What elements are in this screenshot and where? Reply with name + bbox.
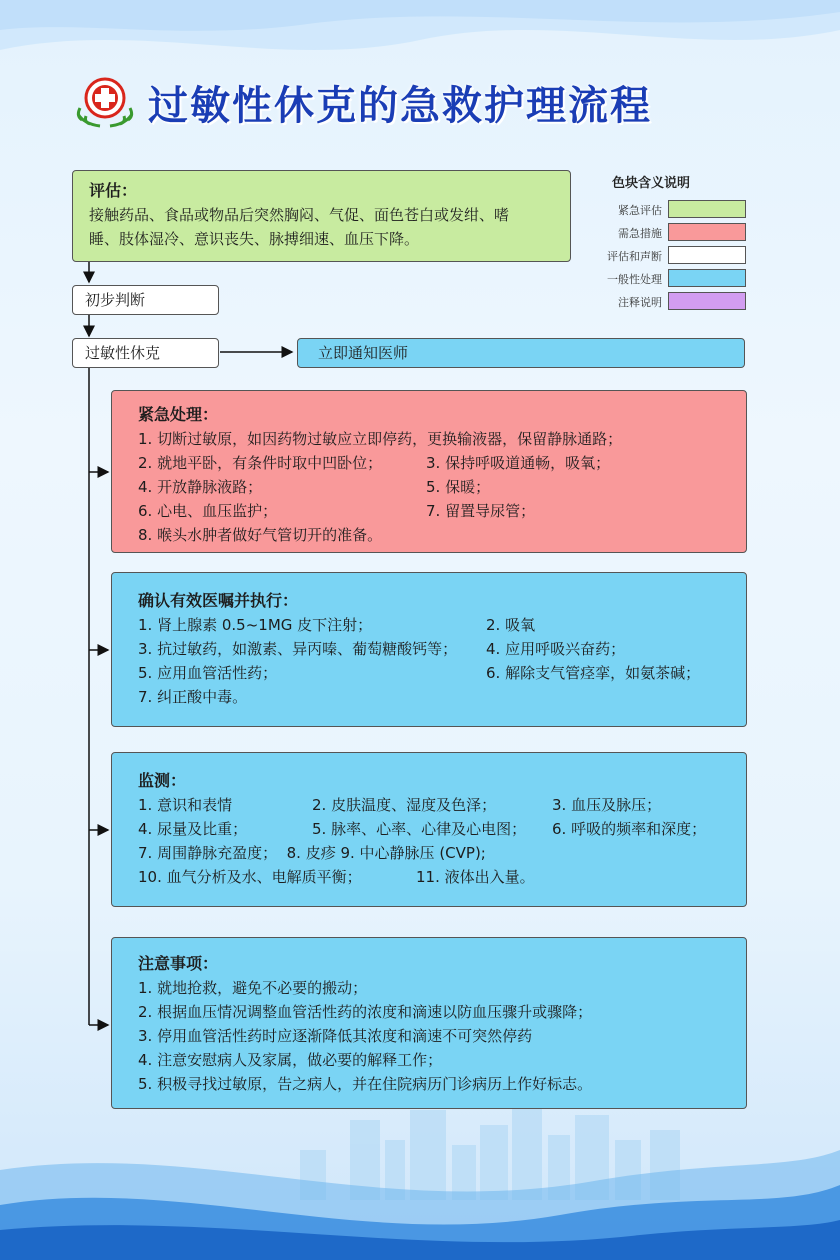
emergency-row xyxy=(138,499,746,523)
orders-item: 3. 抗过敏药，如激素、异丙嗪、葡萄糖酸钙等； xyxy=(138,640,458,658)
monitor-item: 10. 血气分析及水、电解质平衡； xyxy=(138,868,362,886)
monitor-item: 2. 皮肤温度、湿度及色泽； xyxy=(312,796,497,814)
legend-item xyxy=(596,200,748,220)
legend-title: 色块含义说明 xyxy=(612,176,691,191)
monitor-heading: 监测： xyxy=(138,771,187,790)
orders-item: 7. 纠正酸中毒。 xyxy=(138,688,248,706)
emergency-item: 1. 切断过敏原，如因药物过敏应立即停药，更换输液器，保留静脉通路； xyxy=(138,430,623,448)
legend-swatch xyxy=(668,246,746,264)
emergency-item: 3. 保持呼吸道通畅，吸氧； xyxy=(426,454,611,472)
legend-label: 紧急评估 xyxy=(618,204,662,217)
legend-label: 注释说明 xyxy=(618,296,662,309)
emergency-item: 8. 喉头水肿者做好气管切开的准备。 xyxy=(138,526,383,544)
monitoring-box xyxy=(111,752,747,907)
emergency-row xyxy=(138,475,746,499)
monitor-item: 3. 血压及脉压； xyxy=(552,796,662,814)
anaphylactic-shock-label: 过敏性休克 xyxy=(85,344,161,362)
notify-doctor-label: 立即通知医师 xyxy=(318,344,409,362)
emergency-item: 6. 心电、血压监护； xyxy=(138,502,278,520)
legend-label: 评估和声断 xyxy=(607,250,662,263)
monitor-item: 1. 意识和表情 xyxy=(138,796,233,814)
assessment-heading: 评估： xyxy=(89,181,138,200)
anaphylactic-shock-box xyxy=(72,338,219,368)
orders-row xyxy=(138,613,746,637)
legend-item xyxy=(596,269,748,289)
emergency-item: 7. 留置导尿管； xyxy=(426,502,536,520)
page-title: 过敏性休克的急救护理流程 xyxy=(148,83,652,129)
legend-swatch xyxy=(668,269,746,287)
monitor-item: 5. 脉率、心率、心律及心电图； xyxy=(312,820,527,838)
preliminary-judgement-box xyxy=(72,285,219,315)
legend-item xyxy=(596,223,748,243)
orders-row xyxy=(138,637,746,661)
emergency-item: 4. 开放静脉液路； xyxy=(138,478,263,496)
legend-label: 一般性处理 xyxy=(607,273,662,286)
legend-item xyxy=(596,292,748,312)
emergency-item: 2. 就地平卧，有条件时取中凹卧位； xyxy=(138,454,383,472)
medical-orders-box xyxy=(111,572,747,727)
monitor-item: 6. 呼吸的频率和深度； xyxy=(552,820,707,838)
notes-item: 1. 就地抢救，避免不必要的搬动； xyxy=(138,979,368,997)
notes-heading: 注意事项： xyxy=(138,954,219,973)
legend-swatch xyxy=(668,292,746,310)
emergency-heading: 紧急处理： xyxy=(138,405,219,424)
assessment-line: 睡、肢体湿冷、意识丧失、脉搏细速、血压下降。 xyxy=(89,230,420,248)
monitor-item: 11. 液体出入量。 xyxy=(416,868,535,886)
preliminary-judgement-label: 初步判断 xyxy=(85,291,146,309)
monitor-item: 7. 周围静脉充盈度； 8. 皮疹 9. 中心静脉压 (CVP); xyxy=(138,844,486,862)
monitor-item: 4. 尿量及比重； xyxy=(138,820,248,838)
emergency-row xyxy=(138,451,746,475)
assessment-box xyxy=(72,170,571,262)
legend-label: 需急措施 xyxy=(618,227,662,240)
orders-row xyxy=(138,661,746,685)
orders-heading: 确认有效医嘱并执行： xyxy=(138,591,299,610)
notify-doctor-box xyxy=(297,338,745,368)
legend-item xyxy=(596,246,748,266)
notes-item: 5. 积极寻找过敏原，告之病人，并在住院病历门诊病历上作好标志。 xyxy=(138,1075,593,1093)
emergency-treatment-box xyxy=(111,390,747,553)
monitor-row xyxy=(138,793,746,817)
legend-swatch xyxy=(668,200,746,218)
orders-item: 6. 解除支气管痉挛，如氨茶碱； xyxy=(486,664,701,682)
emergency-item: 5. 保暖； xyxy=(426,478,491,496)
orders-item: 5. 应用血管活性药； xyxy=(138,664,278,682)
precautions-box xyxy=(111,937,747,1109)
orders-item: 1. 肾上腺素 0.5~1MG 皮下注射； xyxy=(138,616,373,634)
orders-item: 2. 吸氧 xyxy=(486,616,536,634)
notes-item: 2. 根据血压情况调整血管活性药的浓度和滴速以防血压骤升或骤降； xyxy=(138,1003,593,1021)
notes-item: 3. 停用血管活性药时应逐渐降低其浓度和滴速不可突然停药 xyxy=(138,1027,533,1045)
assessment-line: 接触药品、食品或物品后突然胸闷、气促、面色苍白或发绀、嗜 xyxy=(89,206,510,224)
legend-swatch xyxy=(668,223,746,241)
orders-item: 4. 应用呼吸兴奋药； xyxy=(486,640,626,658)
monitor-row xyxy=(138,817,746,841)
notes-item: 4. 注意安慰病人及家属，做必要的解释工作； xyxy=(138,1051,443,1069)
monitor-row xyxy=(138,865,746,889)
